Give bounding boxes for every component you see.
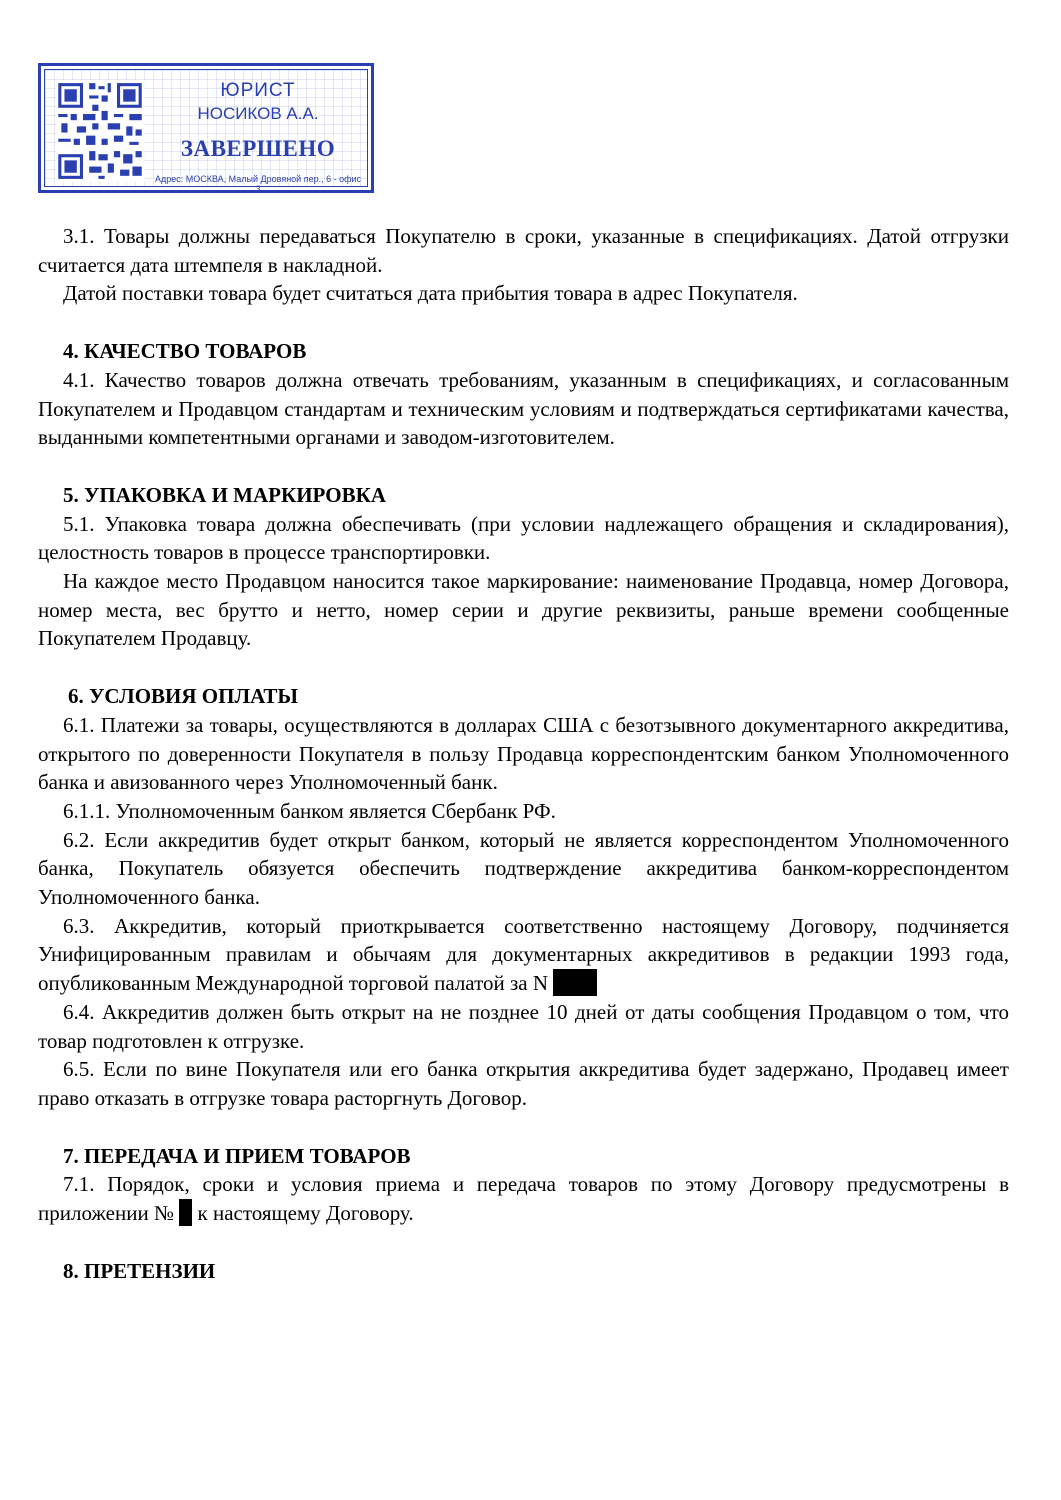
clause-6-4: 6.4. Аккредитив должен быть открыт на не позднее 10 дней от даты сообщения Продавцом о том, что товар подготовлен к отгрузке.: [38, 999, 1009, 1053]
clause-6-3: [38, 912, 1009, 998]
qr-code-icon: [55, 80, 145, 182]
clause-5-1: 5.1. Упаковка товара должна обеспечивать (при условии надлежащего обращения и складирования), целостность товаров в процессе транспортировки.: [38, 511, 1009, 565]
stamp-grid: [44, 69, 368, 194]
stamp-address: Адрес: МОСКВА, Малый Дровяной пер., 6 - офис 3: [154, 174, 362, 194]
clause-7-1-tail: к настоящему Договору.: [197, 1201, 414, 1226]
stamp-status: ЗАВЕРШЕНО: [180, 136, 336, 161]
clause-5-2: На каждое место Продавцом наносится такое маркирование: наименование Продавца, номер Договора, номер места, вес брутто и нетто, номер серии и другие реквизиты, раньше времени сообщенные Покупателем Продавцу.: [38, 569, 1009, 651]
clause-6-2: 6.2. Если аккредитив будет открыт банком, который не является корреспондентом Уполномоченного банка, Покупатель обязуется обеспечить подтверждение аккредитива банком-корреспондентом Уполномоченного банка.: [38, 827, 1009, 910]
lawyer-stamp: [38, 63, 374, 193]
clause-3-1: 3.1. Товары должны передаваться Покупателю в сроки, указанные в спецификациях. Датой отгрузки считается дата штемпеля в накладной.: [38, 224, 1009, 277]
heading-section-6: 6. УСЛОВИЯ ОПЛАТЫ: [68, 684, 299, 709]
clause-6-3-text: 6.3. Аккредитив, который приоткрывается соответственно настоящему Договору, подчиняется Унифицированным правилам и обычаям для документарных аккредитивов в редакции 1993 года, опубликованным Международной торговой палатой за N: [38, 913, 1009, 996]
redaction-block: [179, 1199, 192, 1226]
document-body: [38, 222, 1009, 1286]
clause-6-1: 6.1. Платежи за товары, осуществляются в долларах США с безотзывного документарного аккредитива, открытого по доверенности Покупателя в пользу Продавца корреспондентским банком Уполномоченного банка и авизованного через Уполномоченный банк.: [38, 712, 1009, 795]
clause-7-1-text: 7.1. Порядок, сроки и условия приема и передача товаров по этому Договору предусмотрены в приложении №: [38, 1172, 1009, 1226]
heading-section-4: 4. КАЧЕСТВО ТОВАРОВ: [63, 339, 307, 364]
clause-4-1: 4.1. Качество товаров должна отвечать требованиям, указанным в спецификациях, и согласованным Покупателем и Продавцом стандартам и техническим условиям и подтверждаться сертификатами качества, выданными компетентными органами и заводом-изготовителем.: [38, 367, 1009, 450]
heading-section-5: 5. УПАКОВКА И МАРКИРОВКА: [63, 482, 386, 507]
clause-7-1: [38, 1170, 1009, 1227]
clause-6-1-1: 6.1.1. Уполномоченным банком является Сбербанк РФ.: [63, 798, 556, 823]
clause-6-5: 6.5. Если по вине Покупателя или его банка открытия аккредитива будет задержано, Продавец имеет право отказать в отгрузке товара расторгнуть Договор.: [38, 1057, 1009, 1110]
stamp-name: НОСИКОВ А.А.: [197, 104, 319, 123]
stamp-title: ЮРИСТ: [220, 80, 296, 101]
heading-section-8: 8. ПРЕТЕНЗИИ: [63, 1258, 216, 1283]
heading-section-7: 7. ПЕРЕДАЧА И ПРИЕМ ТОВАРОВ: [63, 1143, 411, 1168]
redaction-block: [553, 969, 597, 996]
clause-3-2: Датой поставки товара будет считаться дата прибытия товара в адрес Покупателя.: [63, 281, 798, 306]
